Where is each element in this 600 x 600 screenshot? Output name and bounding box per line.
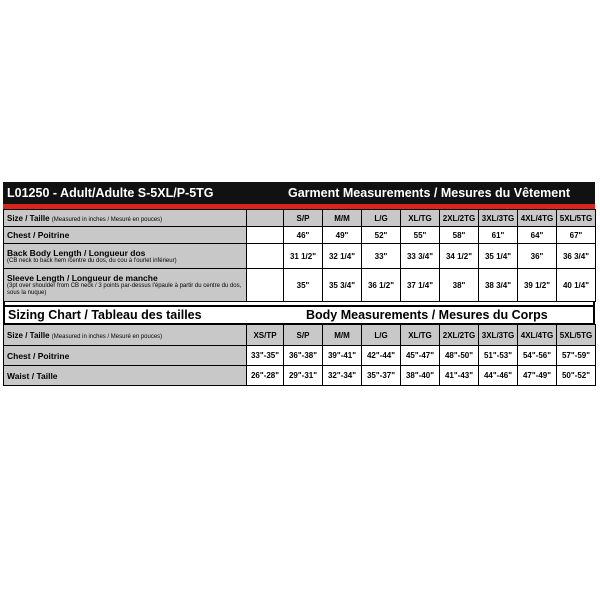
size-header: M/M bbox=[323, 210, 362, 227]
body-size-header-row bbox=[4, 325, 596, 346]
value-cell: 35 1/4" bbox=[479, 244, 518, 269]
size-header: L/G bbox=[362, 210, 401, 227]
value-cell: 33"-35" bbox=[247, 346, 284, 366]
garment-size-label: Size / Taille (Measured in inches / Mesuré en pouces) bbox=[4, 210, 247, 227]
value-cell: 58" bbox=[440, 227, 479, 244]
value-cell: 36"-38" bbox=[284, 346, 323, 366]
value-cell: 51"-53" bbox=[479, 346, 518, 366]
value-cell: 64" bbox=[518, 227, 557, 244]
value-cell: 38" bbox=[440, 269, 479, 302]
value-cell: 32"-34" bbox=[323, 366, 362, 386]
value-cell: 35"-37" bbox=[362, 366, 401, 386]
value-cell: 36 3/4" bbox=[557, 244, 596, 269]
body-measurements-table bbox=[3, 324, 596, 386]
size-header: 3XL/3TG bbox=[479, 210, 518, 227]
size-header: L/G bbox=[362, 325, 401, 346]
body-size-label: Size / Taille (Measured in inches / Mesuré en pouces) bbox=[4, 325, 247, 346]
value-cell: 39 1/2" bbox=[518, 269, 557, 302]
empty-cell bbox=[247, 244, 284, 269]
garment-measurements-table bbox=[3, 209, 596, 302]
size-header: 2XL/2TG bbox=[440, 210, 479, 227]
value-cell: 34 1/2" bbox=[440, 244, 479, 269]
body-measurements-title: Body Measurements / Mesures du Corps bbox=[306, 308, 548, 322]
garment-header-bar bbox=[3, 182, 595, 204]
value-cell: 29"-31" bbox=[284, 366, 323, 386]
size-header: XS/TP bbox=[247, 325, 284, 346]
row-label: Waist / Taille bbox=[4, 366, 247, 386]
size-header: 4XL/4TG bbox=[518, 325, 557, 346]
value-cell: 38 3/4" bbox=[479, 269, 518, 302]
body-header-bar bbox=[3, 305, 595, 324]
value-cell: 33" bbox=[362, 244, 401, 269]
size-header: S/P bbox=[284, 210, 323, 227]
value-cell: 45"-47" bbox=[401, 346, 440, 366]
value-cell: 46" bbox=[284, 227, 323, 244]
garment-measurements-title: Garment Measurements / Mesures du Vêtement bbox=[288, 186, 571, 200]
empty-cell bbox=[247, 269, 284, 302]
row-label: Back Body Length / Longueur dos (CB neck to back hem /centre du dos, du cou à l'ourlet inférieur) bbox=[4, 244, 247, 269]
size-header: 5XL/5TG bbox=[557, 325, 596, 346]
value-cell: 55" bbox=[401, 227, 440, 244]
size-header: XL/TG bbox=[401, 210, 440, 227]
value-cell: 32 1/4" bbox=[323, 244, 362, 269]
size-header: 4XL/4TG bbox=[518, 210, 557, 227]
size-header: M/M bbox=[323, 325, 362, 346]
value-cell: 33 3/4" bbox=[401, 244, 440, 269]
value-cell: 35" bbox=[284, 269, 323, 302]
value-cell: 26"-28" bbox=[247, 366, 284, 386]
value-cell: 35 3/4" bbox=[323, 269, 362, 302]
value-cell: 67" bbox=[557, 227, 596, 244]
value-cell: 57"-59" bbox=[557, 346, 596, 366]
value-cell: 31 1/2" bbox=[284, 244, 323, 269]
row-label: Chest / Poitrine bbox=[4, 346, 247, 366]
value-cell: 54"-56" bbox=[518, 346, 557, 366]
value-cell: 38"-40" bbox=[401, 366, 440, 386]
size-header: S/P bbox=[284, 325, 323, 346]
value-cell: 42"-44" bbox=[362, 346, 401, 366]
value-cell: 50"-52" bbox=[557, 366, 596, 386]
row-label: Chest / Poitrine bbox=[4, 227, 247, 244]
value-cell: 37 1/4" bbox=[401, 269, 440, 302]
size-header: 3XL/3TG bbox=[479, 325, 518, 346]
value-cell: 49" bbox=[323, 227, 362, 244]
table-row bbox=[4, 244, 596, 269]
row-label: Sleeve Length / Longueur de manche (3pt over shoulder from CB neck / 3 points par-dessus l'épaule à partir du centre du dos, sous la nuque) bbox=[4, 269, 247, 302]
size-chart-sheet bbox=[3, 182, 595, 386]
value-cell: 48"-50" bbox=[440, 346, 479, 366]
garment-size-header-row bbox=[4, 210, 596, 227]
value-cell: 39"-41" bbox=[323, 346, 362, 366]
table-row bbox=[4, 269, 596, 302]
value-cell: 36 1/2" bbox=[362, 269, 401, 302]
value-cell: 40 1/4" bbox=[557, 269, 596, 302]
table-row bbox=[4, 366, 596, 386]
size-header: 2XL/2TG bbox=[440, 325, 479, 346]
empty-size-cell bbox=[247, 210, 284, 227]
value-cell: 44"-46" bbox=[479, 366, 518, 386]
product-code-title: L01250 - Adult/Adulte S-5XL/P-5TG bbox=[7, 186, 214, 200]
value-cell: 47"-49" bbox=[518, 366, 557, 386]
size-header: XL/TG bbox=[401, 325, 440, 346]
table-row bbox=[4, 346, 596, 366]
table-row bbox=[4, 227, 596, 244]
value-cell: 36" bbox=[518, 244, 557, 269]
value-cell: 61" bbox=[479, 227, 518, 244]
sizing-chart-title: Sizing Chart / Tableau des tailles bbox=[8, 308, 202, 322]
size-header: 5XL/5TG bbox=[557, 210, 596, 227]
empty-cell bbox=[247, 227, 284, 244]
value-cell: 41"-43" bbox=[440, 366, 479, 386]
value-cell: 52" bbox=[362, 227, 401, 244]
